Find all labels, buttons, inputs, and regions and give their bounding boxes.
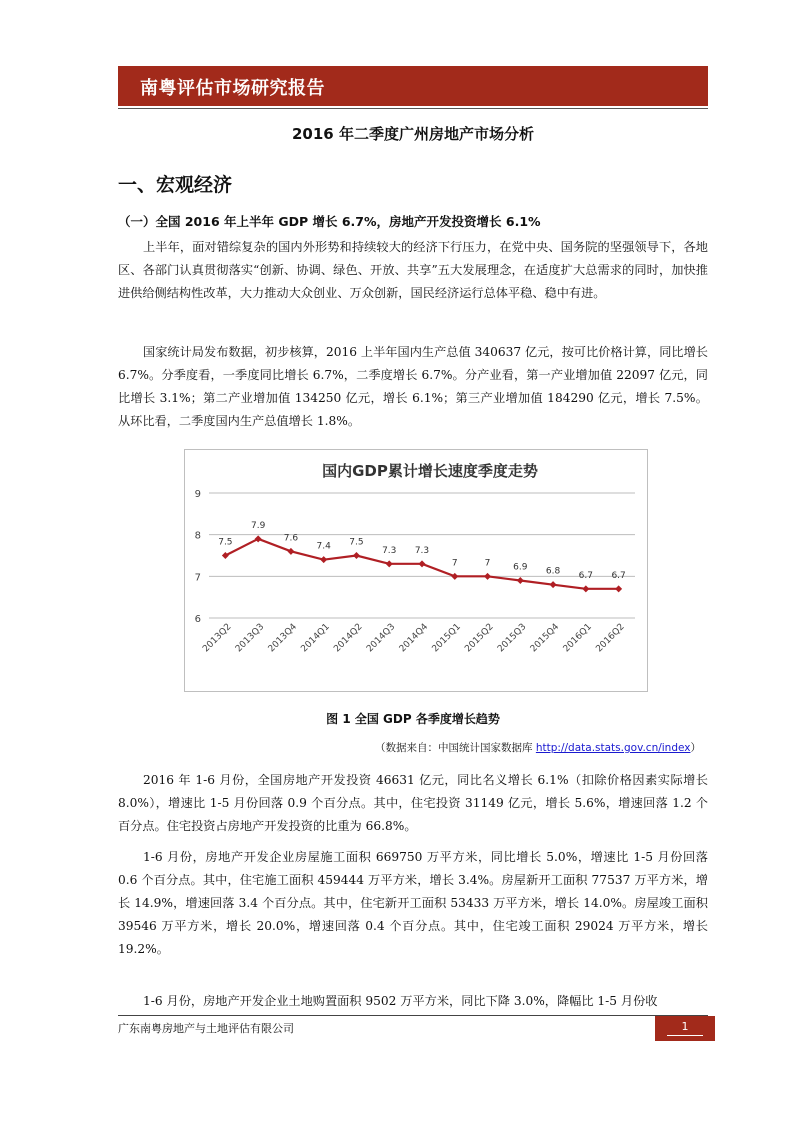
source-suffix: ） [690, 742, 701, 754]
x-tick-label: 2015Q4 [528, 622, 562, 655]
x-tick-label: 2014Q4 [397, 622, 431, 655]
x-tick-label: 2014Q1 [299, 622, 332, 655]
paragraph-investment: 2016 年 1-6 月份，全国房地产开发投资 46631 亿元，同比名义增长 6.1%（扣除价格因素实际增长 8.0%），增速比 1-5 月份回落 0.9 个百分点。其中，住宅投资 31149 亿元，增长 5.6%，增速回落 1.2 个百分点。住宅投资占房地产开发投资的比重为 66.8%。 [118, 773, 708, 833]
gdp-chart [184, 449, 648, 692]
paragraph-macro-overview: 上半年，面对错综复杂的国内外形势和持续较大的经济下行压力，在党中央、国务院的坚强领导下，各地区、各部门认真贯彻落实“创新、协调、绿色、开放、共享”五大发展理念，在适度扩大总需求的同时，加快推进供给侧结构性改革，大力推动大众创业、万众创新，国民经济运行总体平稳、稳中有进。 [118, 240, 708, 300]
data-label: 7.4 [316, 541, 331, 552]
page-number-box [655, 1016, 715, 1041]
data-point [517, 577, 524, 584]
paragraph-land-purchase: 1-6 月份，房地产开发企业土地购置面积 9502 万平方米，同比下降 3.0%，降幅比 1-5 月份收 [143, 994, 658, 1008]
y-tick-label: 6 [194, 614, 201, 625]
data-point [386, 560, 393, 567]
figure-caption: 图 1 全国 GDP 各季度增长趋势 [326, 712, 500, 726]
x-tick-label: 2015Q1 [430, 622, 463, 655]
data-label: 7.3 [382, 545, 397, 556]
y-tick-label: 8 [194, 530, 201, 542]
data-label: 7.5 [349, 537, 364, 548]
data-point [287, 548, 294, 555]
brand-title: 南粤评估市场研究报告 [140, 78, 325, 99]
x-tick-label: 2013Q2 [201, 622, 234, 655]
subsection-heading: （一）全国 2016 年上半年 GDP 增长 6.7%，房地产开发投资增长 6.1% [118, 214, 541, 229]
footer-divider [118, 1015, 708, 1016]
x-tick-label: 2015Q2 [463, 622, 496, 655]
x-tick-label: 2016Q2 [594, 622, 627, 655]
data-point [582, 585, 589, 592]
y-tick-label: 7 [194, 572, 201, 584]
page-number: 1 [681, 1020, 689, 1033]
chart-title: 国内GDP累计增长速度季度走势 [322, 462, 538, 480]
data-point [484, 573, 491, 580]
footer-company: 广东南粤房地产与土地评估有限公司 [118, 1022, 294, 1035]
x-tick-label: 2014Q3 [365, 622, 398, 655]
data-label: 7.3 [414, 545, 430, 556]
data-label: 7 [451, 558, 458, 569]
gdp-chart-canvas [185, 450, 647, 691]
x-tick-label: 2014Q2 [332, 622, 365, 655]
section-heading: 一、宏观经济 [118, 174, 233, 196]
data-label: 6.7 [578, 570, 594, 581]
data-label: 7 [484, 558, 491, 569]
source-link[interactable]: http://data.stats.gov.cn/index [535, 742, 691, 754]
data-point [353, 552, 360, 559]
data-point [550, 581, 557, 588]
data-point [451, 573, 458, 580]
data-label: 6.8 [545, 566, 561, 577]
data-label: 6.9 [513, 562, 528, 573]
page-underline [667, 1035, 703, 1036]
data-label: 7.6 [283, 533, 299, 544]
source-prefix: （数据来自：中国统计国家数据库 [375, 742, 536, 754]
x-tick-label: 2013Q3 [233, 622, 267, 655]
data-label: 7.5 [218, 537, 233, 548]
document-title: 2016 年二季度广州房地产市场分析 [292, 125, 534, 143]
data-point [320, 556, 327, 563]
x-tick-label: 2015Q3 [496, 622, 529, 655]
data-point [419, 560, 426, 567]
header-bar [118, 66, 708, 106]
paragraph-gdp-data: 国家统计局发布数据，初步核算，2016 上半年国内生产总值 340637 亿元，按可比价格计算，同比增长 6.7%。分季度看，一季度同比增长 6.7%，二季度增长 6.7%。分产业看，第一产业增加值 22097 亿元，同比增长 3.1%；第二产业增加值 134250 亿元，增长 6.1%；第三产业增加值 184290 亿元，增长 7.5%。从环比看，二季度国内生产总值增长 1.8%。 [118, 345, 708, 428]
x-tick-label: 2013Q4 [266, 622, 300, 655]
header-divider [118, 108, 708, 109]
data-point [615, 585, 622, 592]
y-tick-label: 9 [194, 489, 201, 500]
data-label: 7.9 [250, 520, 266, 531]
data-label: 6.7 [611, 570, 626, 581]
data-source [375, 740, 701, 755]
paragraph-construction-area: 1-6 月份，房地产开发企业房屋施工面积 669750 万平方米，同比增长 5.0%，增速比 1-5 月份回落 0.6 个百分点。其中，住宅施工面积 459444 万平方米，增长 3.4%。房屋新开工面积 77537 万平方米，增长 14.9%，增速回落 3.4 个百分点。其中，住宅新开工面积 53433 万平方米，增长 14.0%。房屋竣工面积 39546 万平方米，增长 20.0%，增速回落 0.4 个百分点。其中，住宅竣工面积 29024 万平方米，增长 19.2%。 [118, 850, 708, 956]
x-tick-label: 2016Q1 [561, 622, 594, 655]
